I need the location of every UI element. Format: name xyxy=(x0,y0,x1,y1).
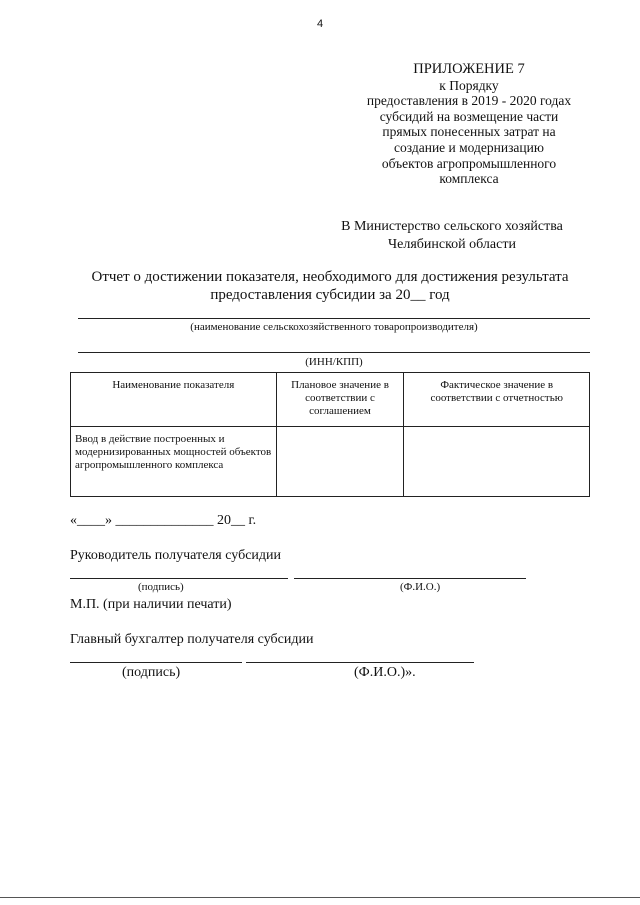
report-title xyxy=(60,268,600,304)
page-bottom-edge xyxy=(0,897,640,898)
table-header-row xyxy=(71,373,590,427)
accountant-name-caption: (Ф.И.О.)». xyxy=(354,665,416,680)
column-header: Наименование показателя xyxy=(71,373,277,427)
producer-caption: (наименование сельскохозяйственного товаропроизводителя) xyxy=(190,321,478,333)
date-line: «____» ______________ 20__ г. xyxy=(70,513,257,528)
head-name-caption: (Ф.И.О.) xyxy=(400,581,441,593)
accountant-name-line xyxy=(246,662,474,663)
appendix-line: к Порядку xyxy=(439,77,499,93)
producer-name-line xyxy=(78,318,590,319)
addressee-line: В Министерство сельского хозяйства xyxy=(341,219,563,234)
appendix-line: предоставления в 2019 - 2020 годах xyxy=(366,93,572,109)
head-signature-line xyxy=(70,578,288,579)
report-title-line: предоставления субсидии за 20__ год xyxy=(210,287,450,303)
report-title-line: Отчет о достижении показателя, необходимого для достижения результата xyxy=(91,269,569,285)
appendix-line: прямых понесенных затрат на xyxy=(382,124,556,140)
accountant-signature-line xyxy=(70,662,242,663)
addressee-line: Челябинской области xyxy=(388,237,516,252)
accountant-signature-caption: (подпись) xyxy=(122,665,181,680)
indicator-table xyxy=(70,372,590,497)
accountant-title: Главный бухгалтер получателя субсидии xyxy=(70,632,314,647)
addressee xyxy=(300,218,604,254)
appendix-line: комплекса xyxy=(439,171,499,187)
appendix-line: создание и модернизацию xyxy=(394,139,544,155)
column-header: Фактическое значение в соответствии с отчетностью xyxy=(404,373,590,427)
stamp-note: М.П. (при наличии печати) xyxy=(70,597,232,612)
head-title: Руководитель получателя субсидии xyxy=(70,548,282,563)
appendix-line: субсидий на возмещение части xyxy=(379,108,559,124)
appendix-line: объектов агропромышленного xyxy=(381,155,557,171)
appendix-header xyxy=(344,62,594,187)
table-row xyxy=(71,427,590,497)
inn-caption: (ИНН/КПП) xyxy=(305,356,363,368)
planned-value-cell xyxy=(276,427,404,497)
head-name-line xyxy=(294,578,526,579)
page-number: 4 xyxy=(316,18,324,30)
column-header: Плановое значение в соответствии с соглашением xyxy=(276,373,404,427)
inn-line xyxy=(78,352,590,353)
indicator-name-cell: Ввод в действие построенных и модернизированных мощностей объектов агропромышленного комплекса xyxy=(71,427,277,497)
actual-value-cell xyxy=(404,427,590,497)
appendix-title: ПРИЛОЖЕНИЕ 7 xyxy=(413,61,525,77)
head-signature-caption: (подпись) xyxy=(138,581,184,593)
